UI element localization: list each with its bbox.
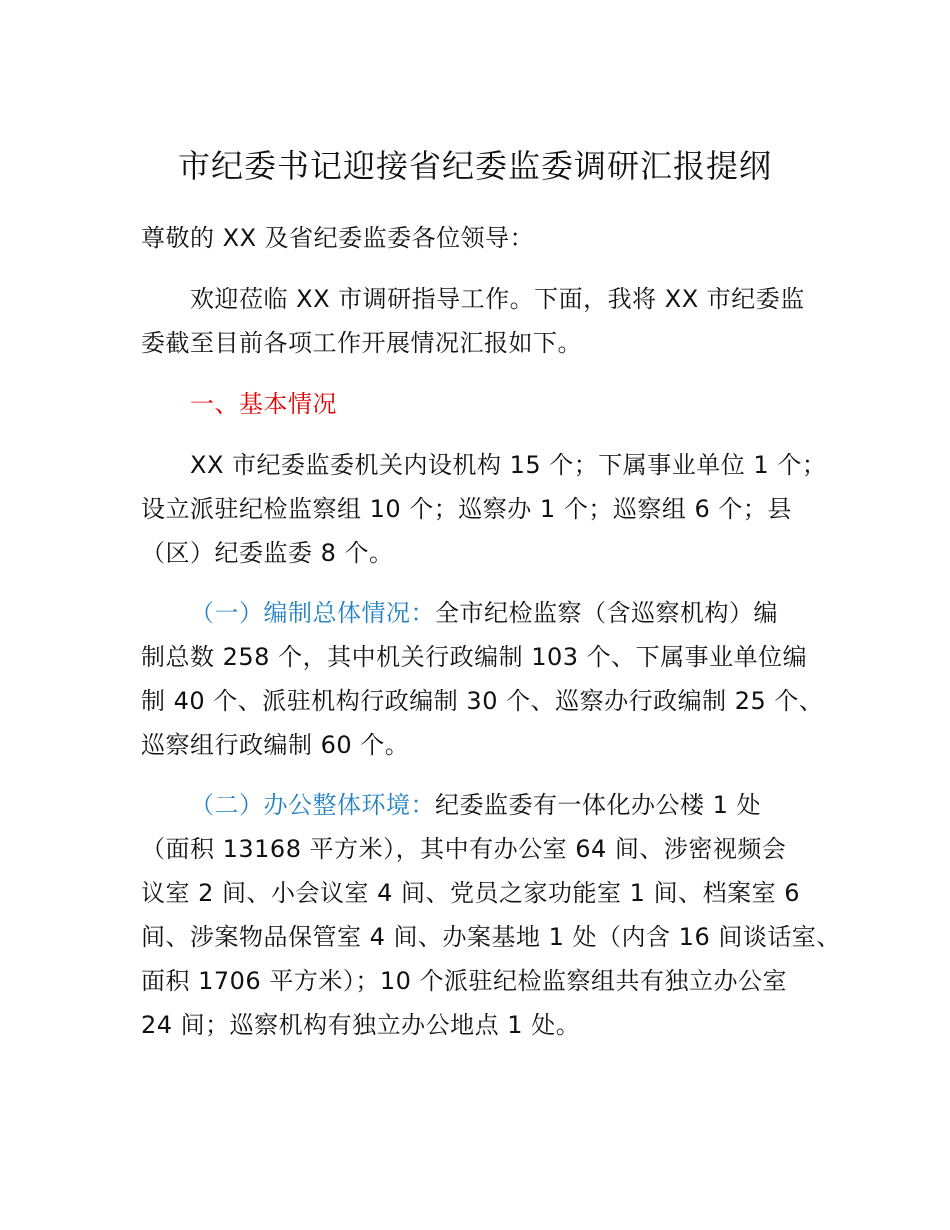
section1-line-2: 设立派驻纪检监察组 10 个；巡察办 1 个；巡察组 6 个；县	[141, 495, 792, 523]
section1-line-1: XX 市纪委监委机关内设机构 15 个；下属事业单位 1 个；	[190, 451, 827, 479]
section1-line-3: （区）纪委监委 8 个。	[141, 539, 394, 567]
sub2-label: （二）办公整体环境：	[190, 791, 435, 819]
section-heading-basic: 一、基本情况	[190, 390, 337, 418]
sub1-first-line	[190, 591, 778, 635]
sub2-line-2: （面积 13168 平方米），其中有办公室 64 间、涉密视频会	[141, 835, 787, 863]
sub2-line-6: 24 间；巡察机构有独立办公地点 1 处。	[141, 1011, 581, 1039]
intro-line-2: 委截至目前各项工作开展情况汇报如下。	[141, 329, 582, 357]
sub2-text-1: 纪委监委有一体化办公楼 1 处	[435, 791, 762, 819]
sub2-line-5: 面积 1706 平方米）；10 个派驻纪检监察组共有独立办公室	[141, 967, 788, 995]
sub1-line-4: 巡察组行政编制 60 个。	[141, 731, 410, 759]
sub1-text-1: 全市纪检监察（含巡察机构）编	[435, 599, 778, 627]
sub1-label: （一）编制总体情况：	[190, 599, 435, 627]
sub2-line-3: 议室 2 间、小会议室 4 间、党员之家功能室 1 间、档案室 6	[141, 879, 800, 907]
salutation: 尊敬的 XX 及省纪委监委各位领导：	[141, 224, 535, 252]
sub1-line-2: 制总数 258 个，其中机关行政编制 103 个、下属事业单位编	[141, 643, 808, 671]
document-title: 市纪委书记迎接省纪委监委调研汇报提纲	[177, 147, 772, 185]
sub1-line-3: 制 40 个、派驻机构行政编制 30 个、巡察办行政编制 25 个、	[141, 687, 824, 715]
sub2-line-4: 间、涉案物品保管室 4 间、办案基地 1 处（内含 16 间谈话室、	[141, 923, 841, 951]
sub2-first-line	[190, 783, 761, 827]
intro-line-1: 欢迎莅临 XX 市调研指导工作。下面，我将 XX 市纪委监	[190, 285, 805, 313]
